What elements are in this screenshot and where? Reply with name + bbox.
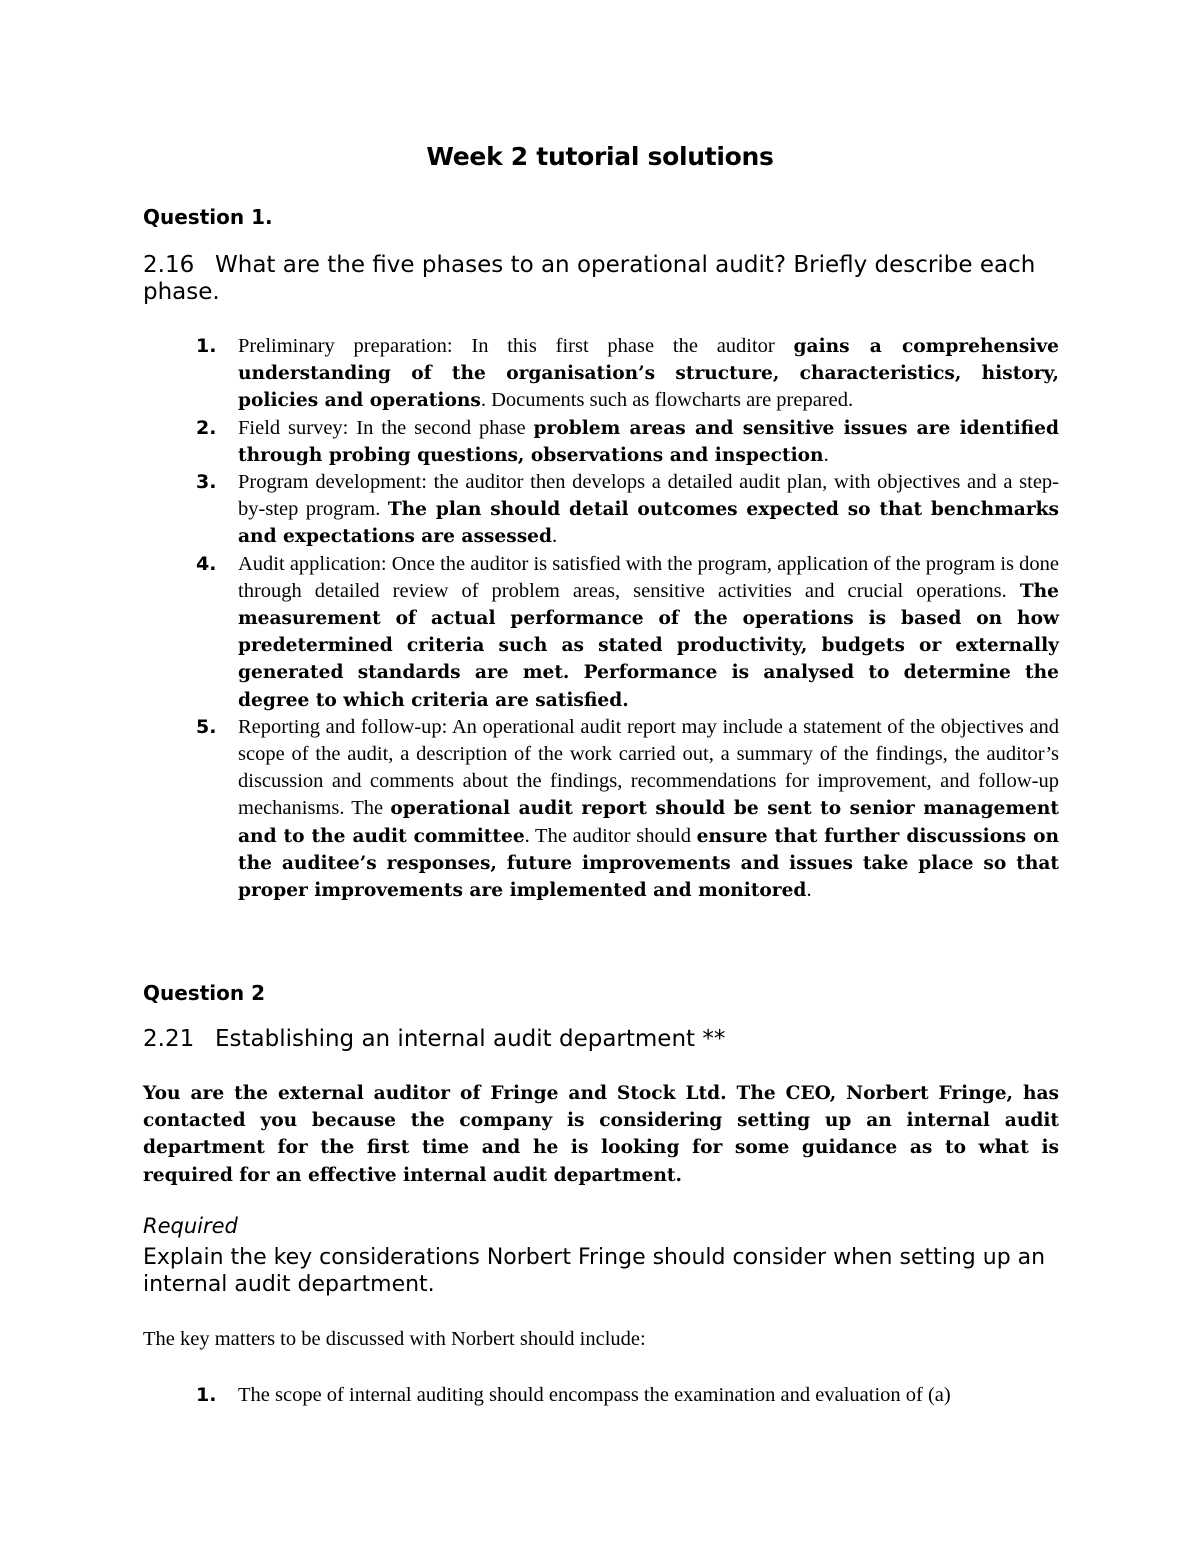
item-bold-text: problem areas and sensitive issues are identified through probing questions, observations and inspection <box>238 417 1059 466</box>
scenario-text: You are the external auditor of Fringe and Stock Ltd. The CEO, Norbert Fringe, has contacted you because the company is considering setting up an internal audit department for the first time and he is looking for some guidance as to what is required for an effective internal audit department. <box>143 1083 1059 1186</box>
item-text: . <box>552 525 558 548</box>
list-item <box>196 1382 1059 1409</box>
item-bold-text: The plan should detail outcomes expected so that benchmarks and expectations are assessed <box>238 499 1059 548</box>
list-item <box>196 551 1059 714</box>
item-bold-text: operational audit report should be sent to senior management and to the audit committee <box>238 798 1059 847</box>
item-text: . The auditor should <box>524 824 697 847</box>
question-2-text: Establishing an internal audit department ** <box>215 1026 726 1052</box>
item-text: . <box>806 879 812 902</box>
list-item <box>196 469 1059 551</box>
question-2-prompt <box>143 1026 1068 1053</box>
question-2-number: 2.21 <box>143 1026 195 1052</box>
item-text: . Documents such as flowcharts are prepared. <box>480 389 854 412</box>
item-number: 1. <box>196 335 217 357</box>
item-text: . <box>823 443 829 466</box>
document-title: Week 2 tutorial solutions <box>426 142 774 171</box>
item-text: Preliminary preparation: In this first phase the auditor <box>238 335 794 357</box>
item-number: 1. <box>196 1384 217 1406</box>
item-text: The scope of internal auditing should encompass the examination and evaluation of (a) <box>238 1384 951 1406</box>
item-bold-text: gains a comprehensive understanding of the organisation’s structure, characteristics, history, policies and operations <box>238 336 1060 412</box>
question-1-text: What are the five phases to an operational audit? Briefly describe each phase. <box>143 252 1036 305</box>
item-bold-text: The measurement of actual performance of the operations is based on how predetermined criteria such as stated productivity, budgets or externally generated standards are met. Performance is analysed to determine the degree to which criteria are satisfied. <box>238 580 1059 711</box>
required-text: Explain the key considerations Norbert Fringe should consider when setting up an internal audit department. <box>143 1245 1046 1297</box>
phases-list <box>196 333 1059 904</box>
item-number: 2. <box>196 416 217 439</box>
item-bold-text: ensure that further discussions on the auditee’s responses, future improvements and issues take place so that proper improvements are implemented and monitored <box>238 825 1059 902</box>
matters-intro: The key matters to be discussed with Norbert should include: <box>143 1328 646 1350</box>
list-item <box>196 333 1059 415</box>
item-text: Audit application: Once the auditor is satisfied with the program, application of the program is done through detailed review of problem areas, sensitive activities and crucial operations. <box>238 552 1059 602</box>
question-1-heading: Question 1. <box>143 205 273 229</box>
list-item <box>196 714 1059 904</box>
question-1-prompt <box>143 252 1068 306</box>
item-text: Field survey: In the second phase <box>238 416 534 439</box>
item-number: 4. <box>196 552 217 575</box>
question-2-heading: Question 2 <box>143 981 265 1005</box>
required-label: Required <box>143 1214 238 1238</box>
item-number: 3. <box>196 471 217 494</box>
item-text: Program development: the auditor then develops a detailed audit plan, with objectives and a step-by-step program. <box>238 471 1059 521</box>
question-1-number: 2.16 <box>143 252 195 278</box>
matters-list <box>196 1382 1059 1409</box>
item-number: 5. <box>196 715 217 738</box>
item-text: Reporting and follow-up: An operational audit report may include a statement of the objectives and scope of the audit, a description of the work carried out, a summary of the findings, the auditor’s discussion and comments about the findings, recommendations for improvement, and follow-up mechanisms. The <box>238 715 1059 820</box>
list-item <box>196 415 1059 469</box>
